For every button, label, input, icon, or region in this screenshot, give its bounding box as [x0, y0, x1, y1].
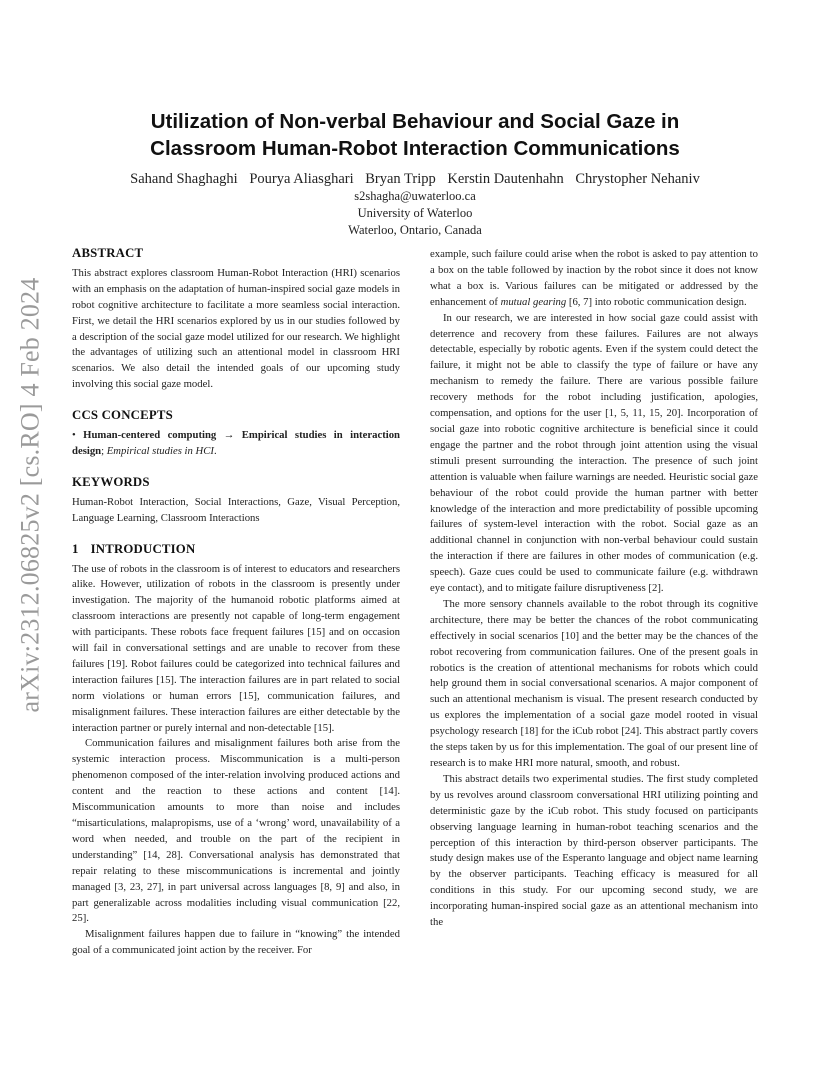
keywords-text: Human-Robot Interaction, Social Interactions, Gaze, Visual Perception, Language Learning, Classroom Interactions	[72, 495, 400, 524]
paper-header	[72, 108, 758, 239]
author-location: Waterloo, Ontario, Canada	[348, 223, 482, 237]
ccs-end: .	[213, 444, 217, 457]
section-title: INTRODUCTION	[90, 541, 196, 556]
abstract-heading: ABSTRACT	[72, 246, 144, 260]
title-line-2: Classroom Human-Robot Interaction Communications	[150, 137, 680, 160]
intro-heading	[72, 542, 400, 558]
right-paragraph-4: This abstract details two experimental studies. The first study completed by us revolves around classroom conversational HRI utilizing pointing and deterministic gaze by the iCub robot. This study focused on participants observing language learning in human-robot teaching scenarios and the perception of this interaction by third-person observer participants. The study design makes use of the Esperanto language and object name learning by the observer participants. Teaching efficacy is measured for all conditions in this study. For our upcoming second study, we are incorporating human-inspired social gaze as an attentional mechanism into the	[430, 772, 758, 929]
ccs-concept: Human-centered computing → Empirical studies in interaction design	[72, 429, 401, 457]
author-name: Bryan Tripp	[365, 171, 436, 187]
mutual-gearing-term: mutual gearing	[500, 295, 567, 308]
author-name: Sahand Shaghaghi	[130, 171, 238, 187]
ccs-bullet: •	[72, 429, 76, 442]
ccs-heading: CCS CONCEPTS	[72, 408, 173, 423]
author-name: Kerstin Dautenhahn	[447, 171, 564, 187]
abstract-text: This abstract explores classroom Human-Robot Interaction (HRI) scenarios with an emphasis on the adaptation of human-inspired social gaze models in robot cognitive architecture to facilitate a more seamless social interaction. First, we detail the HRI scenarios explored by us in our studies followed by a description of the social gaze model utilized for our research. We highlight the advantages of utilizing such an attentional model in classroom HRI scenarios. We also detail the intended goals of our upcoming study involving this social gaze model.	[72, 266, 400, 391]
intro-paragraph-3: Misalignment failures happen due to failure in “knowing” the intended goal of a communicated joint action by the receiver. For	[72, 928, 400, 957]
right-paragraph-1	[430, 247, 758, 311]
ccs-text	[72, 428, 400, 460]
right-p1-text: example, such failure could arise when the robot is asked to pay attention to a box on the table followed by inaction by the robot since it does not know what a box is. Various failures can be mitigated or addressed by the enhancement of	[430, 248, 758, 308]
paper-title	[72, 108, 758, 162]
right-column	[430, 247, 758, 931]
author-institution: University of Waterloo	[357, 206, 473, 220]
right-paragraph-3: The more sensory channels available to the robot through its cognitive architecture, there may be better the chances of the robot communicating effectively in social scenarios [10] and the better may be the chances of the robot recovering from communication failures. One of the present goals in robotics is the creation of attentional mechanisms for robots which could help ground them in social conversational scenarios. A major component of such an attentional mechanism is visual. The present research conducted by us explores the implementation of a social gaze model rooted in visual psychology research [18] for the iCub robot [24]. This abstract partly covers the steps taken by us for this implementation. The goal of our present line of research is to make HRI more natural, smooth, and robust.	[430, 597, 758, 769]
right-paragraph-2: In our research, we are interested in how social gaze could assist with deterrence and recovery from these failures. Failures are not always detectable, especially by robotic agents. Even if the system could detect the failure, it might not be able to classify the type of failure or have any mechanism to remedy the failure. There are various possible failure recovery methods for the robot including justification, apologies, compensation, and options for the user [1, 5, 11, 15, 20]. Incorporation of social gaze into robotic cognitive architecture is beneficial since it could engage the partner and the robot through joint attention using the visual stimuli present surrounding the interaction. The presence of such joint attention is valuable when failure warnings are needed. Heuristic social gaze behaviour of the robot could provide the human partner with better knowledge of the interaction and more predictability of possible upcoming failures of system-level interaction with the robot. Social gaze as an additional channel in conjunction with non-verbal behaviour could sustain the interaction if there are failures in other modes of communication (e.g. speech). Gaze cues could be used to communicate failure (e.g. withdrawn eye contact), and to mitigate failure disruptiveness [2].	[430, 311, 758, 595]
author-name: Chrystopher Nehaniv	[575, 171, 700, 187]
section-number: 1	[72, 541, 79, 556]
right-p1-tail: [6, 7] into robotic communication design.	[566, 295, 747, 308]
ccs-subconcept: Empirical studies in HCI	[106, 444, 214, 457]
keywords-heading: KEYWORDS	[72, 474, 150, 489]
author-email: s2shagha@uwaterloo.ca	[354, 189, 476, 203]
author-list	[72, 171, 758, 188]
intro-paragraph-2: Communication failures and misalignment failures both arise from the systemic interaction process. Miscommunication is a multi-person phenomenon composed of the inter-relation involving produced actions and content and the reaction to these actions and content [14]. Miscommunication amounts to more than noise and includes “misarticulations, malapropisms, use of a ‘wrong’ word, unavailability of a word when needed, and trouble on the part of the recipient in understanding” [14, 28]. Conversational analysis has demonstrated that repair relating to these miscommunications is incremental and jointly managed [3, 23, 27], in part universal across languages [8, 9] and also, in part generalizable across modalities including visual communication [22, 25].	[72, 737, 400, 925]
ccs-separator: ;	[101, 444, 107, 457]
left-column	[72, 246, 400, 959]
arxiv-stamp	[10, 265, 50, 725]
arxiv-stamp-text: arXiv:2312.06825v2 [cs.RO] 4 Feb 2024	[15, 277, 45, 713]
title-line-1: Utilization of Non-verbal Behaviour and Social Gaze in	[150, 110, 680, 133]
author-name: Pourya Aliasghari	[249, 171, 354, 187]
intro-paragraph-1: The use of robots in the classroom is of interest to educators and researchers alike. However, utilization of robots in the classroom is presently under investigation. The majority of the humanoid robotic platforms aimed at classroom interactions are presently not capable of long-term engagement with participants. These robots face frequent failures [15] and on occasion will fail in conversational settings and are unable to recover from these failures [19]. Robot failures could be categorized into technical failures and interaction failures [15]. The interaction failures are in part related to social norm violations or human errors [15], communication failures, and misalignment failures. These interaction failures are either detectable by the interaction partner or purely internal and non-detectable [15].	[72, 562, 400, 734]
